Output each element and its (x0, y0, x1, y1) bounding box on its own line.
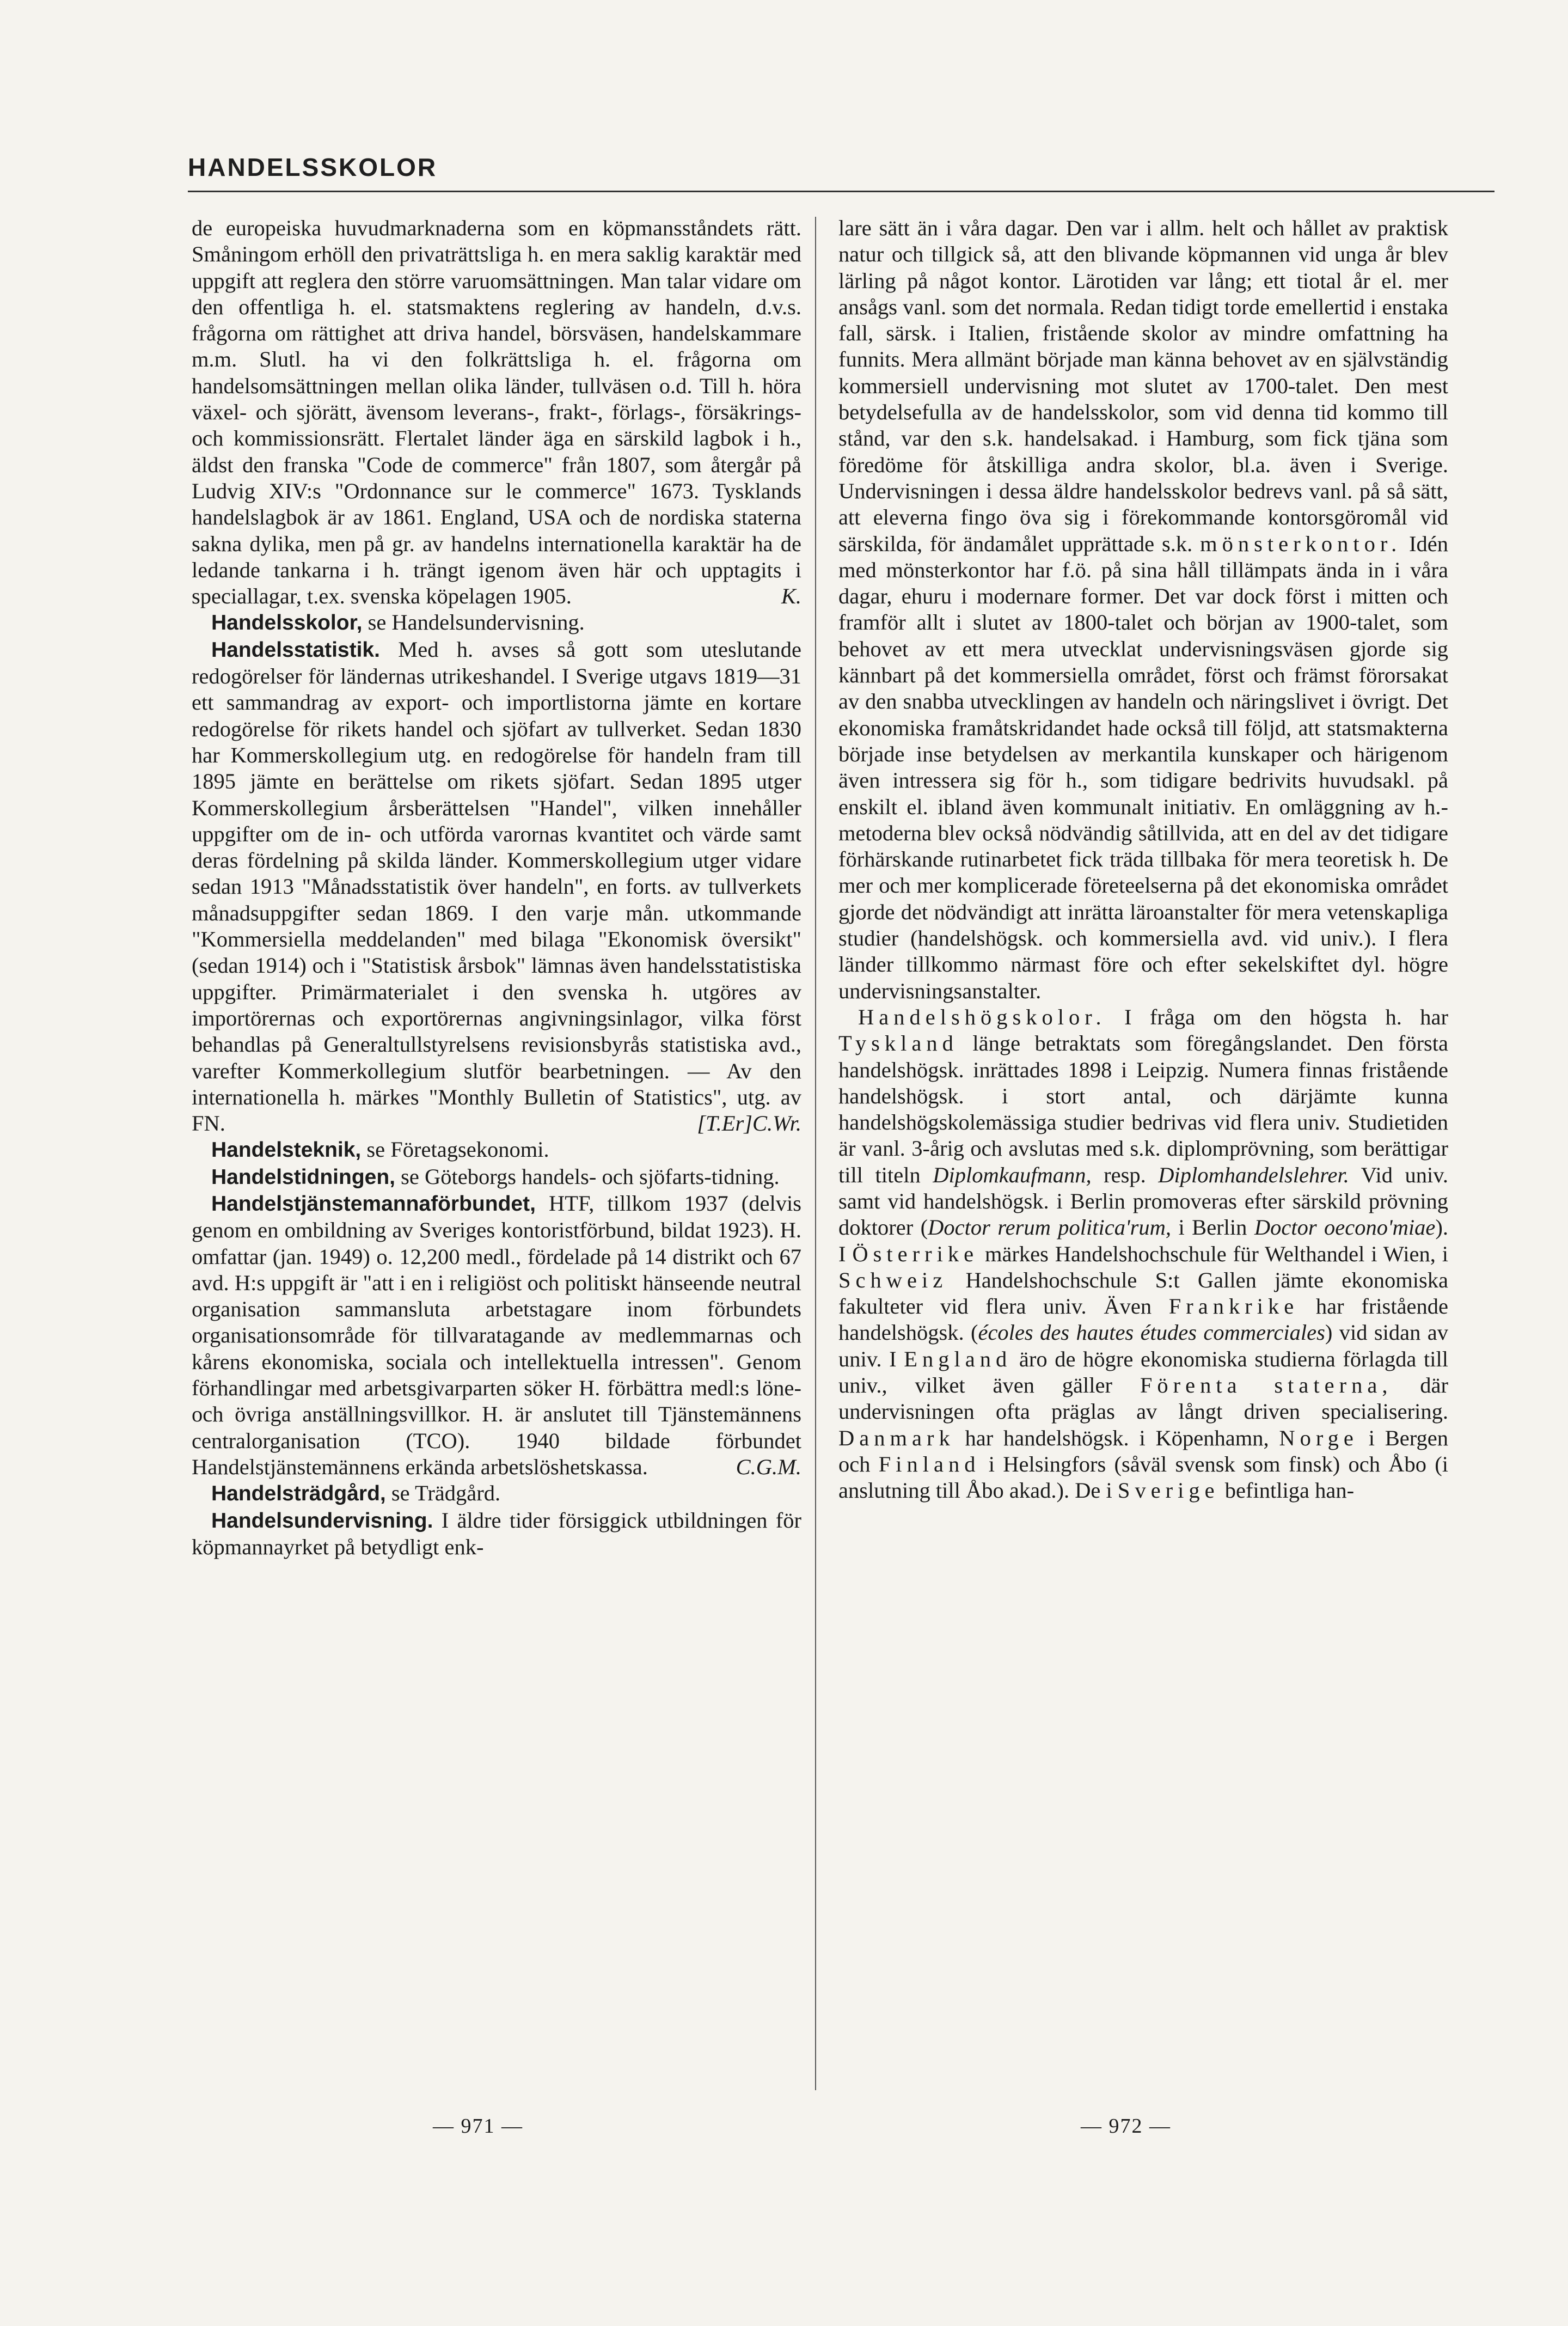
page-number-right: — 972 — (1081, 2115, 1171, 2138)
entry-handelstidningen: Handelstidningen, se Göteborgs handels- och sjöfarts-tidning. (211, 1164, 780, 1189)
author-signature: K. (781, 584, 801, 609)
running-title: HANDELSSKOLOR (188, 153, 438, 181)
subsection-heading: Handelshögskolor. (858, 1004, 1106, 1029)
entry-headword: Handelstjänstemannaförbundet, (211, 1192, 536, 1216)
right-column (838, 215, 1448, 1504)
entry-headword: Handelstidningen, (211, 1165, 396, 1189)
entry-headword: Handelsstatistik. (211, 638, 380, 662)
entry-handelsstatistik: Handelsstatistik. Med h. avses så gott som uteslutande redogörelser för ländernas utrikeshandel. I Sverige utgavs 1819—31 ett sammandrag av export- och importlistorna jämte en kortare redogörelse för rikets handel och sjöfart av tullverket. Sedan 1830 har Kommerskollegium utg. en redogörelse för handeln fram till 1895 jämte en berättelse om rikets sjöfart. Sedan 1895 utger Kommerskollegium årsberättelsen "Handel", vilken innehåller uppgifter om de in- och utförda varornas kvantitet och värde samt deras fördelning på skilda länder. Kommerskollegium utger vidare sedan 1913 "Månadsstatistik över handeln", en forts. av tullverkets månadsuppgifter sedan 1869. I den varje mån. utkommande "Kommersiella meddelanden" med bilaga "Ekonomisk översikt" (sedan 1914) och i "Statistisk årsbok" lämnas även handelsstatistiska uppgifter. Primärmaterialet i den svenska h. utgöres av importörernas och exportörernas angivningsinlagor, vilka först behandlas på Generaltullstyrelsens revisionsbyrås statistiska avd., varefter Kommerkollegium slutför bearbetningen. — Av den internationella h. märkes "Monthly Bulletin of Statistics", utg. av FN. [T.Er]C.Wr. (192, 637, 801, 1137)
page-number-left: — 971 — (433, 2115, 523, 2138)
handelsundervisning-continuation: lare sätt än i våra dagar. Den var i allm. helt och hållet av praktisk natur och tillgick så, att den blivande köpmannen vid unga år blev lärling på något kontor. Lärotiden var lång; ett tiotal år el. mer ansågs vanl. som det normala. Redan tidigt torde emellertid i enstaka fall, särsk. i Italien, fristående skolor av mindre omfattning ha funnits. Mera allmänt började man känna behovet av en självständig kommersiell undervisning mot slutet av 1700-talet. Den mest betydelsefulla av de handelsskolor, som vid denna tid kommo till stånd, var den s.k. handelsakad. i Hamburg, som fick tjäna som föredöme för åtskilliga andra skolor, bl.a. även i Sverige. Undervisningen i dessa äldre handelsskolor bedrevs vanl. på så sätt, att eleverna fingo öva sig i förekommande kontorsgöromål vid särskilda, för ändamålet upprättade s.k. mönsterkontor. Idén med mönsterkontor har f.ö. på sina håll tillämpats ända in i våra dagar, ehuru i modernare former. Det var dock först i mitten och framför allt i slutet av 1800-talet och början av 1900-talet, som behovet av ett mera utvecklat undervisningsväsen gjorde sig kännbart på det kommersiella området, först och främst förorsakat av den snabba utvecklingen av handeln och näringslivet i övrigt. Det ekonomiska framåtskridandet hade också till följd, att statsmakterna började inse betydelsen av merkantila kunskaper och härigenom även intressera sig för h., som tidigare bedrivits huvudsakl. på enskilt el. ibland även kommunalt initiativ. En omläggning av h.-metoderna blev också nödvändig såtillvida, att en del av det tidigare förhärskande rutinarbetet fick träda tillbaka för mera teoretisk h. De mer och mer komplicerade företeelserna på det ekonomiska området gjorde det nödvändigt att inrätta läroanstalter för mera vetenskapliga studier (handelshögsk. och kommersiella avd. vid univ.). I flera länder tillkommo närmast före och efter sekelskiftet dyl. högre undervisningsanstalter. (838, 216, 1449, 1003)
author-signature: [T.Er]C.Wr. (697, 1111, 801, 1136)
entry-handelsteknik: Handelsteknik, se Företagsekonomi. (211, 1137, 549, 1162)
column-divider (815, 217, 816, 2090)
entry-handelstradgard: Handelsträdgård, se Trädgård. (211, 1481, 501, 1506)
entry-handelsratt-continuation: de europeiska huvudmarknaderna som en köpmansståndets rätt. Småningom erhöll den privaträttsliga h. en mera saklig karaktär med uppgift att reglera den större varuomsättningen. Man talar vidare om den offentliga h. el. statsmaktens reglering av handeln, d.v.s. frågorna om rättighet att driva handel, börsväsen, handelskammare m.m. Slutl. ha vi den folkrättsliga h. el. frågorna om handelsomsättningen mellan olika länder, tullväsen o.d. Till h. höra växel- och sjörätt, ävensom leverans-, frakt-, förlags-, försäkrings- och kommissionsrätt. Flertalet länder äga en särskild lagbok i h., äldst den franska "Code de commerce" från 1807, som återgår på Ludvig XIV:s "Ordonnance sur le commerce" 1673. Tysklands handelslagbok är av 1861. England, USA och de nordiska staterna sakna dylika, men på gr. av handelns internationella karaktär ha de ledande tankarna i h. trängt igenom även här och upptagits i speciallagar, t.ex. svenska köpelagen 1905. K. (192, 215, 801, 609)
entry-handelsundervisning: Handelsundervisning. I äldre tider försiggick utbildningen för köpmannayrket på betydligt enk- (192, 1507, 801, 1559)
header-rule (188, 191, 1494, 192)
entry-headword: Handelsträdgård, (211, 1482, 386, 1506)
left-column (192, 215, 801, 1560)
author-signature: C.G.M. (736, 1454, 801, 1479)
entry-headword: Handelsundervisning. (211, 1509, 433, 1533)
entry-handelsskolor: Handelsskolor, se Handelsundervisning. (211, 610, 585, 635)
entry-handelstjanstemannaforbundet: Handelstjänstemannaförbundet, HTF, tillkom 1937 (delvis genom en ombildning av Sveriges kontoristförbund, bildat 1923). H. omfattar (jan. 1949) o. 12,200 medl., fördelade på 14 distrikt och 67 avd. H:s uppgift är "att i en i religiöst och politiskt hänseende neutral organisation sammansluta arbetstagare inom förbundets organisationsområde för tillvaratagande av medlemmarnas och kårens ekonomiska, sociala och intellektuella intressen". Genom förhandlingar med arbetsgivarparten söker H. förbättra medl:s löne- och övriga anställningsvillkor. H. är anslutet till Tjänstemännens centralorganisation (TCO). 1940 bildade förbundet Handelstjänstemännens erkända arbetslöshetskassa. C.G.M. (192, 1191, 801, 1480)
entry-headword: Handelsskolor, (211, 611, 363, 635)
entry-headword: Handelsteknik, (211, 1138, 362, 1162)
subsection-handelshogskolor: Handelshögskolor. I fråga om den högsta h. har Tyskland länge betraktats som föregångslandet. Den första handelshögsk. inrättades 1898 i Leipzig. Numera finnas fristående handelshögsk. i stort antal, och därjämte kunna handelshögskolemässiga studier bedrivas vid flera univ. Studietiden är vanl. 3-årig och avslutas med s.k. diplomprövning, som berättigar till titeln Diplomkaufmann, resp. Diplomhandelslehrer. Vid univ. samt vid handelshögsk. i Berlin promoveras efter särskild prövning doktorer (Doctor rerum politica'rum, i Berlin Doctor oecono'miae). I Österrike märkes Handelshochschule für Welthandel i Wien, i Schweiz Handelshochschule S:t Gallen jämte ekonomiska fakulteter vid flera univ. Även Frankrike har fristående handelshögsk. (écoles des hautes études commerciales) vid sidan av univ. I England äro de högre ekonomiska studierna förlagda till univ., vilket även gäller Förenta staterna, där undervisningen ofta präglas av långt driven specialisering. Danmark har handelshögsk. i Köpenhamn, Norge i Bergen och Finland i Helsingfors (såväl svensk som finsk) och Åbo (i anslutning till Åbo akad.). De i Sverige befintliga han- (838, 1004, 1449, 1503)
